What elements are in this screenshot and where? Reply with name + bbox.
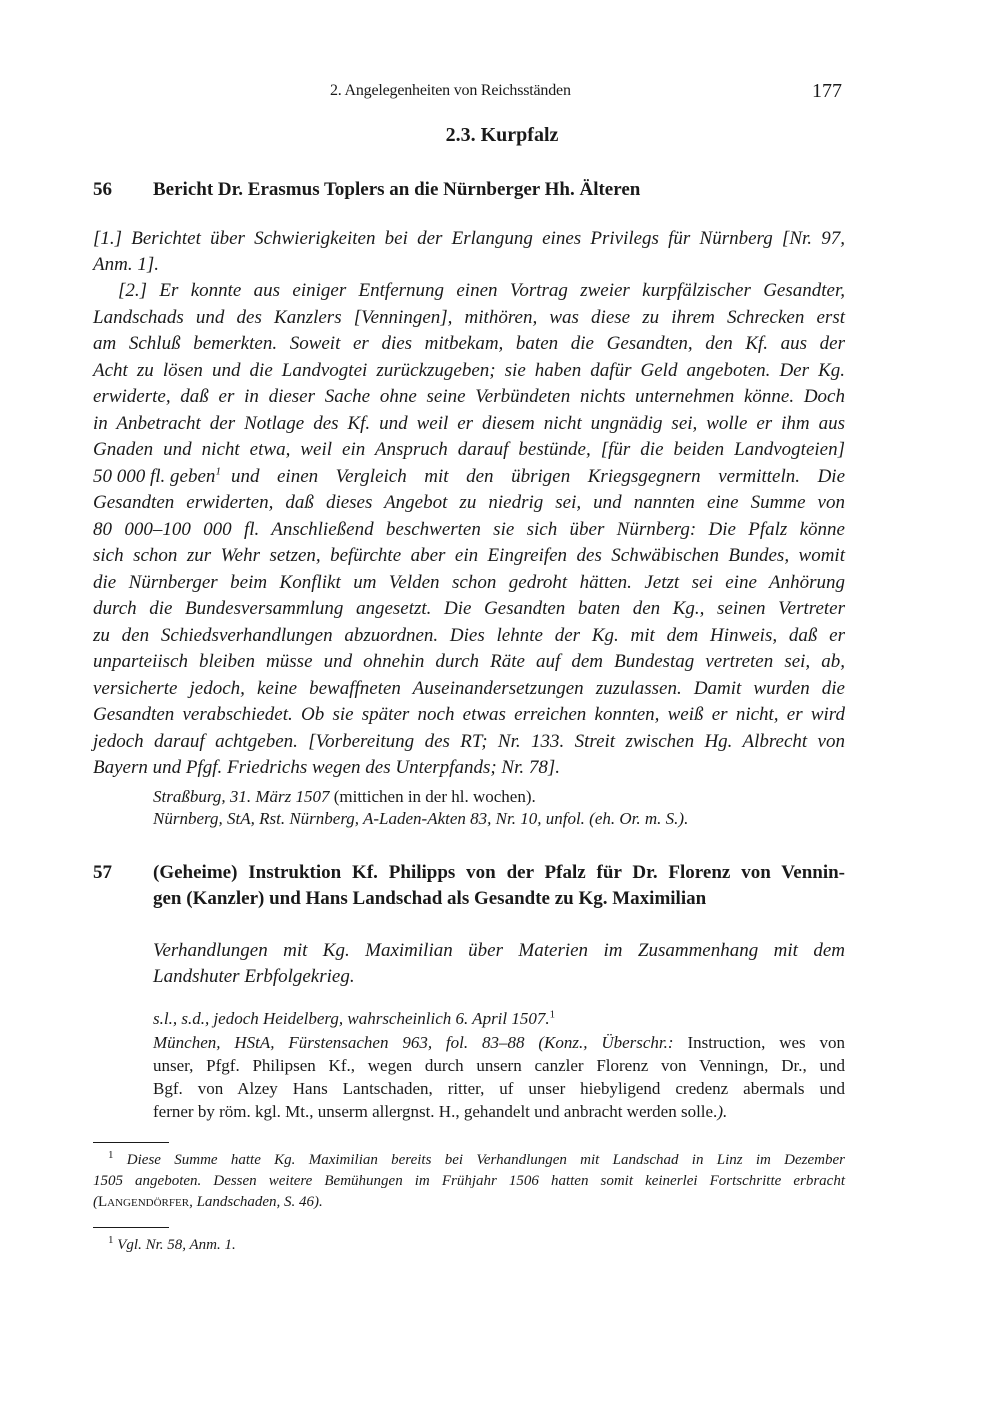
- entry-title-line: (Geheime) Instruktion Kf. Philipps von der Pfalz für Dr. Florenz von Vennin-: [153, 862, 845, 883]
- footnote-line: [108, 1150, 845, 1170]
- summary-line: versicherte jedoch, keine bewaffneten Auseinandersetzungen zuzulassen. Damit wurden die: [93, 678, 845, 699]
- summary-line: [2.] Er konnte aus einiger Entfernung einen Vortrag zweier kurpfälzischer Gesandter,: [118, 280, 845, 301]
- summary-line: Acht zu lösen und die Landvogtei zurückzugeben; sie haben dafür Geld angeboten. Der Kg.: [93, 360, 845, 381]
- summary-line: durch die Bundesversammlung angesetzt. Die Gesandten baten den Kg., seinen Vertreter: [93, 598, 845, 619]
- summary-line-with-footnote: [93, 466, 845, 488]
- summary-line: Gesandten erwiderten, daß dieses Angebot zu niedrig sei, und nannten eine Summe von: [93, 492, 845, 513]
- summary-line: 80 000–100 000 fl. Anschließend beschwerten sie sich über Nürnberg: Die Pfalz könne: [93, 519, 845, 540]
- footnote-ref[interactable]: 1: [549, 1008, 556, 1021]
- footnote-marker: 1: [108, 1234, 114, 1246]
- footnote-text: Vgl. Nr. 58, Anm. 1.: [117, 1237, 236, 1253]
- summary-text: 50 000 fl. geben: [93, 466, 216, 487]
- footnote-ref[interactable]: 1: [215, 465, 221, 478]
- section-title: 2.3. Kurpfalz: [445, 124, 559, 146]
- page-number: 177: [812, 80, 842, 102]
- summary-line: Gesandten verabschiedet. Ob sie später noch etwas erreichen konnten, weiß er nicht, er wird: [93, 704, 845, 725]
- footnote-line: [108, 1235, 845, 1255]
- summary-line: erwiderte, daß er in dieser Sache ohne seine Verbündeten nichts unternehmen könne. Doch: [93, 386, 845, 407]
- summary-line: jedoch darauf achtgeben. [Vorbereitung des RT; Nr. 133. Streit zwischen Hg. Albrecht von: [93, 731, 845, 752]
- footnote-text: Diese Summe hatte Kg. Maximilian bereits bei Verhandlungen mit Landschad in Linz im Dezember: [126, 1152, 845, 1168]
- footnote-line: [93, 1192, 845, 1212]
- archive-italic: München, HStA, Fürstensachen 963, fol. 83–88 (Konz., Überschr.:: [153, 1033, 674, 1052]
- summary-line: Gnaden und nicht etwa, weil ein Anspruch darauf bestünde, [für die beiden Landvogteien]: [93, 439, 845, 460]
- summary-line: Verhandlungen mit Kg. Maximilian über Materien im Zusammenhang mit dem: [153, 940, 845, 961]
- date-line: [153, 1008, 555, 1030]
- summary-line: Landshuter Erbfolgekrieg.: [153, 966, 355, 987]
- footnote-rule: [93, 1142, 169, 1143]
- summary-line: zu den Schiedsverhandlungen abzuordnen. Dies lehnte der Kg. mit dem Hinweis, daß er: [93, 625, 845, 646]
- footnote-open: (: [93, 1194, 98, 1210]
- summary-line: am Schluß bemerkten. Soweit er dies mitbekam, baten die Gesandten, den Kf. aus der: [93, 333, 845, 354]
- footnote-marker: 1: [108, 1149, 114, 1161]
- date-note: (mittichen in der hl. wochen).: [329, 787, 536, 806]
- summary-line: [1.] Berichtet über Schwierigkeiten bei der Erlangung eines Privilegs für Nürnberg [Nr. 97,: [93, 228, 845, 249]
- archive-quote: ferner by röm. kgl. Mt., unserm allergnst. H., gehandelt und anbracht werden solle.: [153, 1102, 718, 1121]
- running-head-title: 2. Angelegenheiten von Reichsständen: [330, 82, 571, 99]
- date-place: Straßburg, 31. März 1507: [153, 787, 330, 806]
- summary-line: die Nürnberger beim Konflikt um Velden schon gedroht hätten. Jetzt sei eine Anhörung: [93, 572, 845, 593]
- footnote-line: 1505 angeboten. Dessen weitere Bemühungen im Frühjahr 1506 hatten somit keinerlei Fortschritte erbracht: [93, 1173, 845, 1189]
- summary-line: Bayern und Pfgf. Friedrichs wegen des Unterpfands; Nr. 78].: [93, 757, 561, 778]
- footnote-rule: [93, 1227, 169, 1228]
- summary-line: sich schon zur Wehr setzen, befürchte aber ein Eingreifen des Schwäbischen Bundes, womit: [93, 545, 845, 566]
- summary-line: Anm. 1].: [93, 254, 159, 275]
- entry-number: 56: [93, 179, 112, 200]
- entry-title: Bericht Dr. Erasmus Toplers an die Nürnberger Hh. Älteren: [153, 179, 641, 200]
- date-place: s.l., s.d., jedoch Heidelberg, wahrscheinlich 6. April 1507.: [153, 1009, 550, 1028]
- archive-line: unser, Pfgf. Philipsen Kf., wegen durch unsern canzler Florenz von Venningn, Dr., und: [153, 1056, 845, 1075]
- summary-line: in Anbetracht der Notlage des Kf. und weil er diesem nicht ungnädig sei, wolle er ihm aus: [93, 413, 845, 434]
- entry-title-line: gen (Kanzler) und Hans Landschad als Gesandte zu Kg. Maximilian: [153, 888, 707, 909]
- archive-line: Bgf. von Alzey Hans Lantschaden, ritter, uf unser hiebyligend credenz abermals und: [153, 1079, 845, 1098]
- summary-line: Landschads und des Kanzlers [Venningen], mithören, was diese zu ihrem Schrecken erst: [93, 307, 845, 328]
- footnote-rest: , Landschaden, S. 46).: [189, 1194, 323, 1210]
- summary-line: unparteiisch bleiben müsse und ohnehin durch Räte auf dem Bundestag vertreten sei, ab,: [93, 651, 845, 672]
- archive-line: [153, 1101, 727, 1123]
- summary-text: und einen Vergleich mit den übrigen Kriegsgegnern vermitteln. Die: [230, 466, 845, 487]
- date-line: [153, 786, 536, 808]
- footnote-author: Langendörfer: [98, 1194, 190, 1210]
- entry-number: 57: [93, 862, 112, 883]
- archive-quote: Instruction, wes von: [673, 1033, 846, 1052]
- archive-line: [153, 1032, 845, 1054]
- archive-close: ).: [717, 1102, 728, 1121]
- archive-reference: Nürnberg, StA, Rst. Nürnberg, A-Laden-Akten 83, Nr. 10, unfol. (eh. Or. m. S.).: [153, 809, 689, 828]
